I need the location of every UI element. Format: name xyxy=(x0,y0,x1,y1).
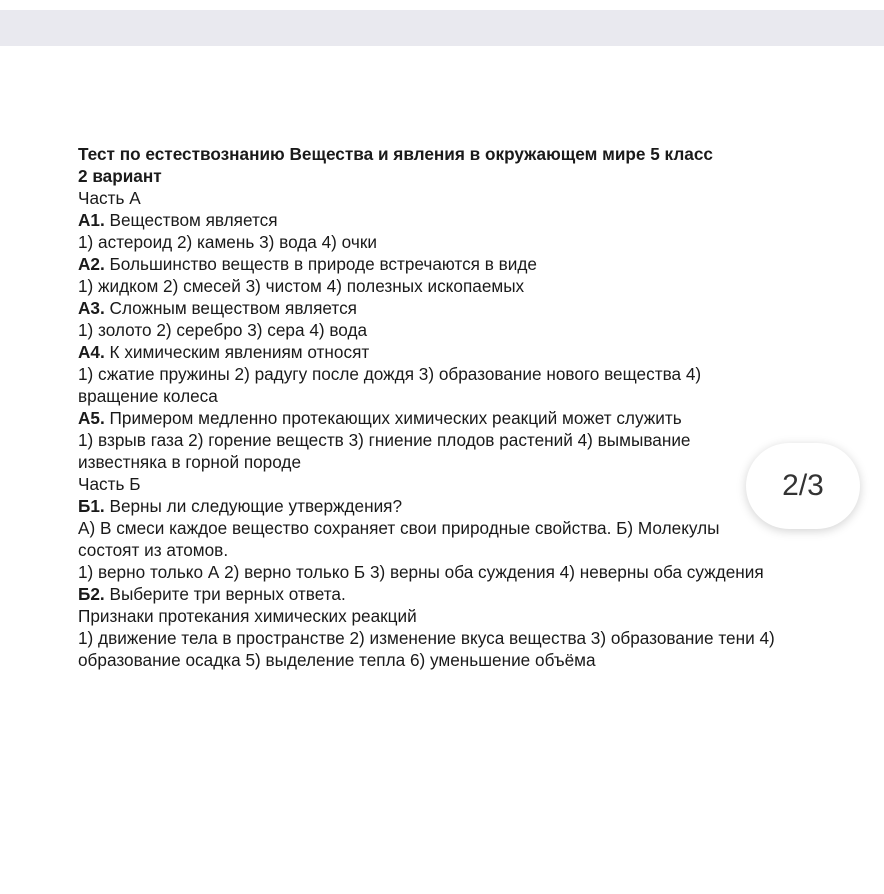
question-b1-options: 1) верно только А 2) верно только Б 3) верны оба суждения 4) неверны оба суждения xyxy=(78,562,764,582)
document-title: Тест по естествознанию Вещества и явления в окружающем мире 5 класс xyxy=(78,144,713,164)
question-a1-text: Веществом является xyxy=(104,210,278,230)
question-a2-text: Большинство веществ в природе встречаются в виде xyxy=(104,254,537,274)
question-b2-label: Б2. xyxy=(78,584,105,604)
document-page xyxy=(78,143,878,671)
question-a3-options: 1) золото 2) серебро 3) сера 4) вода xyxy=(78,320,368,340)
question-b1-statement-1: А) В смеси каждое вещество сохраняет свои природные свойства. Б) Молекулы xyxy=(78,518,720,538)
question-a5-text: Примером медленно протекающих химических реакций может служить xyxy=(104,408,682,428)
question-b2-options-2: образование осадка 5) выделение тепла 6) уменьшение объёма xyxy=(78,650,596,670)
page-indicator: 2/3 xyxy=(746,443,860,529)
question-a5-label: А5. xyxy=(78,408,105,428)
question-b2-options-1: 1) движение тела в пространстве 2) изменение вкуса вещества 3) образование тени 4) xyxy=(78,628,775,648)
part-b-heading: Часть Б xyxy=(78,474,141,494)
question-a4-text: К химическим явлениям относят xyxy=(104,342,370,362)
question-a1-label: А1. xyxy=(78,210,105,230)
question-b1-statement-2: состоят из атомов. xyxy=(78,540,229,560)
question-a5 xyxy=(78,407,878,429)
question-a3-text: Сложным веществом является xyxy=(104,298,357,318)
question-a4 xyxy=(78,341,878,363)
question-a4-options-1: 1) сжатие пружины 2) радугу после дождя 3) образование нового вещества 4) xyxy=(78,364,702,384)
question-a5-options-1: 1) взрыв газа 2) горение веществ 3) гниение плодов растений 4) вымывание xyxy=(78,430,691,450)
question-b1-label: Б1. xyxy=(78,496,105,516)
question-a5-options-2: известняка в горной породе xyxy=(78,452,302,472)
part-a-heading: Часть А xyxy=(78,188,141,208)
question-a4-label: А4. xyxy=(78,342,105,362)
question-b2 xyxy=(78,583,878,605)
question-b2-text: Выберите три верных ответа. xyxy=(104,584,346,604)
question-a3-label: А3. xyxy=(78,298,105,318)
document-variant: 2 вариант xyxy=(78,166,162,186)
question-a3 xyxy=(78,297,878,319)
question-b2-subtitle: Признаки протекания химических реакций xyxy=(78,606,417,626)
question-a2 xyxy=(78,253,878,275)
question-a1 xyxy=(78,209,878,231)
question-a2-label: А2. xyxy=(78,254,105,274)
question-a4-options-2: вращение колеса xyxy=(78,386,218,406)
question-b1-text: Верны ли следующие утверждения? xyxy=(104,496,403,516)
viewer-top-bar xyxy=(0,10,884,46)
question-a2-options: 1) жидком 2) смесей 3) чистом 4) полезных ископаемых xyxy=(78,276,525,296)
question-a1-options: 1) астероид 2) камень 3) вода 4) очки xyxy=(78,232,377,252)
